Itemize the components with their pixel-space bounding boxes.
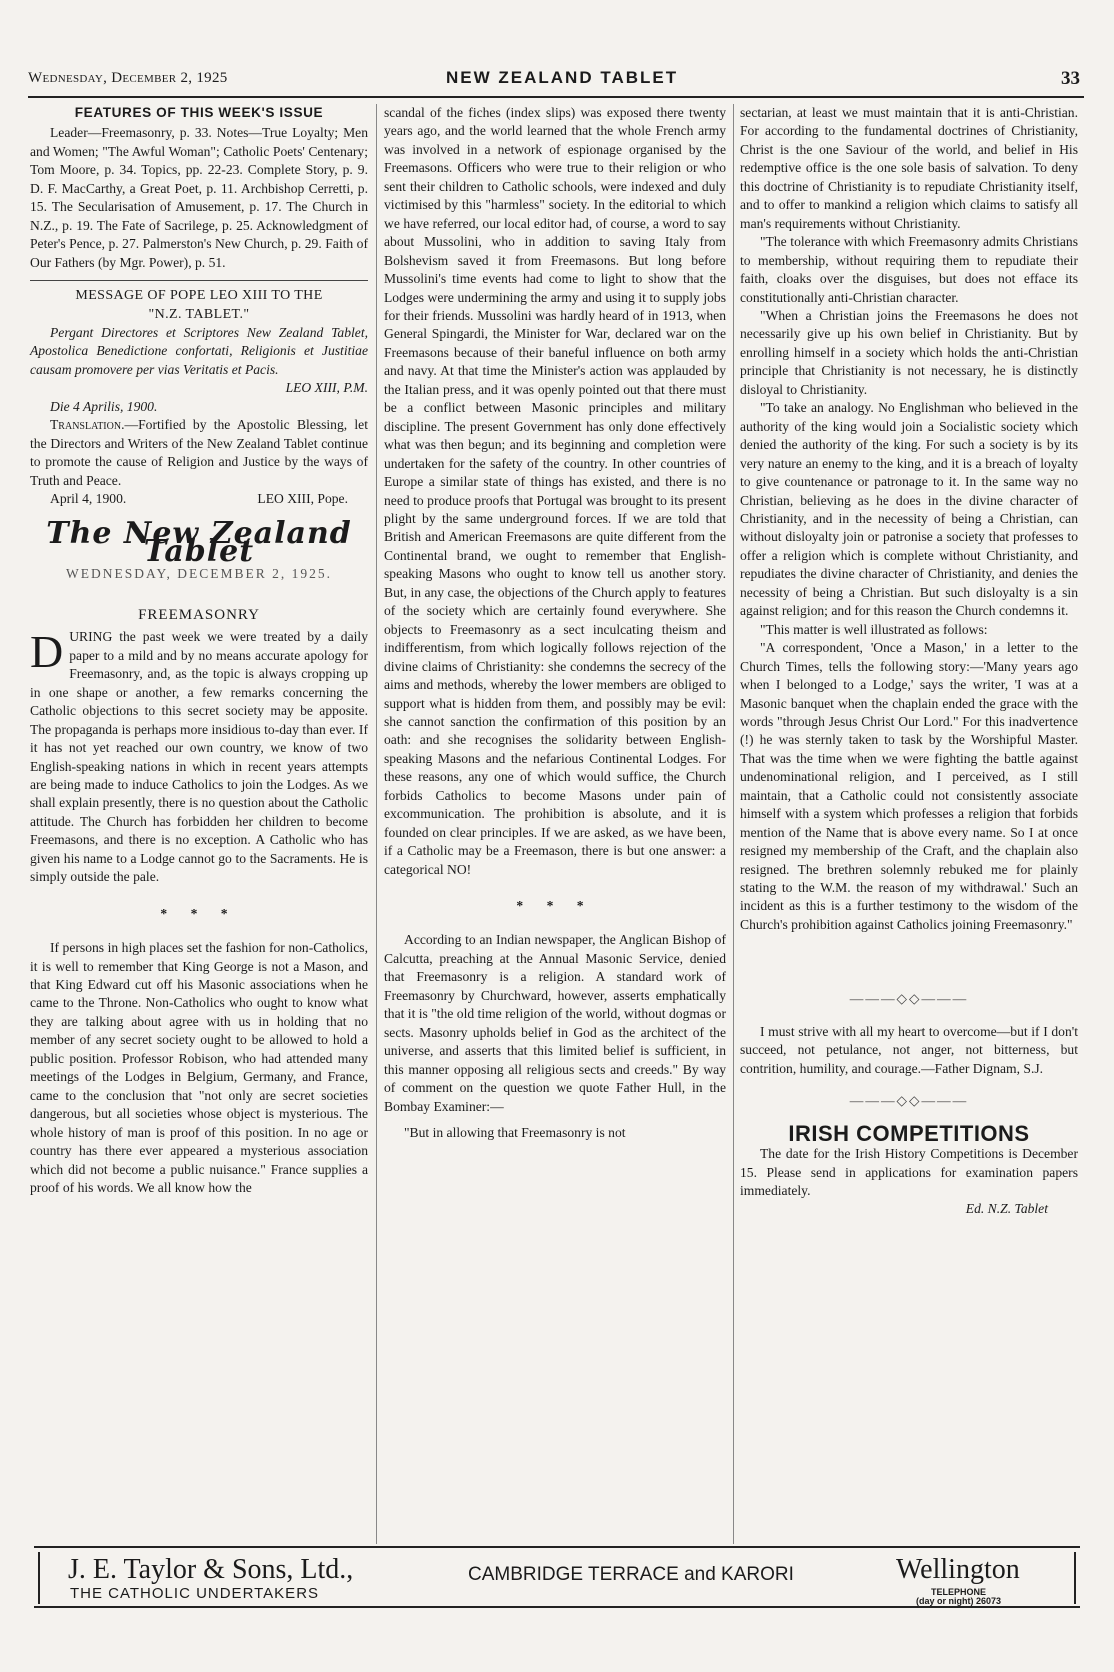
section-stars: * * * [160,905,238,921]
ad-telephone [916,1588,1001,1606]
col3-para-6: "A correspondent, 'Once a Mason,' in a letter to the Church Times, tells the following story:—'Many years ago when I belonged to a Lodge,' says the writer, 'I was at a Masonic banquet when the chaplain ended the grace with the words "through Jesus Christ Our Lord." For this inadvertence (!) he was sternly taken to task by the Worshipful Master. That was the time when we were fighting the battle against undenominational religion, and I perceived, as I still maintain, that a Catholic could not consistently associate himself with a system which professes a religion that forbids mention of the Name that is above every name. So I at once resigned my membership of the Craft, and the chaplain also resigned. The brethren solemnly rebuked me for plainly stating to the W.M. the reason of my withdrawal.' Such an incident as this is a further testimony to the wisdom of the Church's prohibition against Catholics joining Freemasonry." [740,640,1078,932]
leader-para-2: If persons in high places set the fashion for non-Catholics, it is well to remember that King George is not a Mason, and that King Edward cut off his Masonic associations when he came to the Throne. Non-Catholics who ought to know what they are talking about agree with us in holding that no member of any secret society ought to be allowed to hold a public position. Professor Robison, who had attended many meetings of the Lodges in Belgium, Germany, and France, came to the conclusion that "not only are secret societies dangerous, but all societies whose object is mysterious. The whole history of man is proof of this position. In no age or country has there ever appeared a mysterious association which did not become a public nuisance." France supplies a proof of his words. We all know how the [30,940,368,1196]
irish-competitions-heading: IRISH COMPETITIONS [788,1120,1030,1146]
translation-signature-row [30,490,368,508]
page-header [28,66,1084,98]
features-text: Leader—Freemasonry, p. 33. Notes—True Loyalty; Men and Women; "The Awful Woman"; Catholic Poets' Centenary; Tom Moore, p. 34. Topics, pp. 22-23. Complete Story, p. 9. D. F. MacCarthy, a Great Poet, p. 11. Archbishop Cerretti, p. 15. The Secularisation of Amusement, p. 17. The Church in N.Z., p. 19. The Fate of Sacrilege, p. 25. Acknowledgment of Peter's Pence, p. 27. Palmerston's New Church, p. 29. Faith of Our Fathers (by Mgr. Power), p. 51. [30,125,368,270]
ad-city: Wellington [896,1554,1020,1585]
undertakers-advertisement [34,1546,1080,1608]
col3-para-2: "The tolerance with which Freemasonry admits Christians to membership, without requiring them to repudiate their faith, cloaks over the disguises, but does not efface its constitutionally anti-Christian character. [740,234,1078,305]
translation-label: Translation [50,417,122,433]
latin-date: Die 4 Aprilis, 1900. [50,398,158,414]
irish-competitions-text: The date for the Irish History Competitions is December 15. Please send in applications for examination papers immediately. [740,1146,1078,1199]
ad-telephone-label: TELEPHONE [931,1587,987,1597]
col3-para-5: "This matter is well illustrated as follows: [760,621,988,637]
header-date: Wednesday, December 2, 1925 [28,70,228,86]
col2-para-2: According to an Indian newspaper, the Anglican Bishop of Calcutta, preaching at the Annual Masonic Service, denied that Freemasonry is a religion. A standard work of Freemasonry by Churchward, however, asserts emphatically that it is "the old time religion of the world, without dogmas or sects. Masonry upholds belief in God as the architect of the universe, and asserts that this limited belief is sufficient, in this manner opposing all religious sects and creeds." By way of comment on the question we quote Father Hull, in the Bombay Examiner:— [384,932,726,1114]
col2-para-1: scandal of the fiches (index slips) was exposed there twenty years ago, and the world learned that the whole French army was involved in a network of espionage organised by the Freemasons. Officers who were true to their religion or who sent their children to Catholic schools, were indexed and duly victimised by this "harmless" society. In the editorial to which we have referred, our local editor had, of course, a word to say about Mussolini, who in addition to saving Italy from Bolshevism saved it from Freemasons. But long before Mussolini's time events had come to light to show that the Lodges were undermining the army and using it to supply jobs for their friends. Mussolini was hardly heard of in 1913, when General Spingardi, the Minister for War, declared war on the Freemasons because of their baneful influence on both army and navy. At that time the Minister's action was applauded by the Italian press, and it was openly pointed out that there must be a conflict between Masonic principles and military discipline. The present Government has only done effectively what was then begun; and its beginning and completion were undertaken for the safety of the country. In other countries of Europe a similar state of things has existed, and there is no need to produce proofs that Portugal was brought to its present plight by the same underground forces. If we are told that British and American Freemasons are quite different from the Continental brand, we ought to remember that English-speaking Masons who ought to know tell us another story. But, in any case, the objections of the Church apply to features of the society which are certainly found everywhere. She objects to Freemasonry as a sect inculcating theism and indifferentism, from which logically follows rejection of the divine claims of Christianity: she condemns the secrecy of the aims and methods, whereby the lower members are obliged to support what is hidden from them, and possibly may be evil: she cannot sanction the confirmation of this position by an oath: and she recognises the solidarity between English-speaking Masons and the nefarious Continental Lodges. For these reasons, any one of which would suffice, the Church forbids Catholics to become Masons under pain of excommunication. The prohibition is absolute, and it is founded on clear principles. If we are asked, as we have been, if a Catholic may be a Freemason, there is but one answer: a categorical NO! [384,105,726,877]
col3-para-3: "When a Christian joins the Freemasons he does not necessarily give up his own belief in Christianity. But by enrolling himself in a society which holds the anti-Christian principle that Christianity is not necessary, he is distinctly disloyal to Christianity. [740,307,1078,397]
latin-signature: LEO XIII, P.M. [285,380,368,396]
ornament-divider-2: ———◇◇——— [849,1093,969,1109]
column-rule-1 [376,104,377,1544]
col2-para-3: "But in allowing that Freemasonry is not [404,1125,626,1141]
message-heading-line2: "N.Z. TABLET." [148,306,250,322]
column-1 [30,104,368,1197]
irish-competitions-signature: Ed. N.Z. Tablet [965,1201,1048,1217]
leader-para-1 [30,628,368,886]
column-3 [740,104,1078,1219]
section-stars: * * * [516,898,594,914]
ad-tagline: THE CATHOLIC UNDERTAKERS [70,1585,320,1602]
translation [30,416,368,490]
ad-right-bar [1074,1552,1076,1604]
col3-para-1: sectarian, at least we must maintain that it is anti-Christian. For according to the fundamental doctrines of Christianity, Christ is the one Saviour of the world, and belief in His redemptive office is the one sole basis of salvation. To deny this doctrine of Christianity is to repudiate Christianity itself, and to offer to mankind a religion which claims to satisfy all man's requirements without Christianity. [740,105,1078,231]
translation-date: April 4, 1900. [50,491,127,507]
divider [30,280,368,281]
latin-message: Pergant Directores et Scriptores New Zealand Tablet, Apostolica Benedictione confortati, Religionis et Justitiae causam promovere per vias Veritatis et Pacis. [30,324,368,377]
column-2 [384,104,726,1142]
features-heading: FEATURES OF THIS WEEK'S ISSUE [74,105,324,120]
column-rule-2 [733,104,734,1544]
masthead-title: The New Zealand Tablet [46,515,352,569]
ad-left-bar [38,1552,40,1604]
ornament-divider-1: ———◇◇——— [849,991,969,1007]
drop-cap: D [30,626,64,678]
translation-signature: LEO XIII, Pope. [257,491,348,507]
spacer [740,934,1078,976]
ad-company-name: J. E. Taylor & Sons, Ltd., [68,1554,354,1585]
dignam-quote: I must strive with all my heart to overcome—but if I don't succeed, not petulance, not anger, not bitterness, but contrition, humility, and courage.—Father Dignam, S.J. [740,1023,1078,1076]
col3-para-4: "To take an analogy. No Englishman who believed in the authority of the king would join a Socialistic society which denied the authority of the king. For such a society is by its very nature an enemy to the king, and it is a breach of loyalty to give countenance or patronage to it. In the same way no Christian, believing as he does in the divine character of Christianity, and in the necessity of being a Christian, can without disloyalty join or patronise a society that professes to offer a religion which is complete without Christianity, and repudiates the divine character of Christianity, and denies the necessity of being a Christian. But such disloyalty is a sin against religion; and for this reason the Church condemns it. [740,400,1078,619]
masthead-date: WEDNESDAY, DECEMBER 2, 1925. [65,566,332,582]
ad-telephone-number: (day or night) 26073 [916,1596,1002,1606]
header-title: NEW ZEALAND TABLET [446,68,679,87]
header-page-number: 33 [1061,68,1080,89]
translation-text: .—Fortified by the Apostolic Blessing, let the Directors and Writers of the New Zealand Tablet continue to promote the cause of Religion and Justice by the ways of Truth and Peace. [30,417,368,488]
leader-para-1-text: URING the past week we were treated by a daily paper to a mild and by no means accurate apology for Freemasonry, and, as the topic is always cropping up in one shape or another, a few remarks concerning the Catholic objections to this secret society may be apposite. The propaganda is perhaps more insidious to-day than ever. If it has not yet reached our own country, we know of two English-speaking nations in which in recent years attempts are being made to induce Catholics to join the Lodges. As we shall explain presently, there is no question about the Catholic attitude. The Church has forbidden her children to become Freemasons, and there is no exception. A Catholic who has given his name to a Lodge cannot go to the Sacraments. He is simply outside the pale. [30,629,368,885]
message-heading-line1: MESSAGE OF POPE LEO XIII TO THE [75,288,323,304]
ad-address: CAMBRIDGE TERRACE and KARORI [468,1564,794,1585]
leader-heading: FREEMASONRY [138,606,260,623]
